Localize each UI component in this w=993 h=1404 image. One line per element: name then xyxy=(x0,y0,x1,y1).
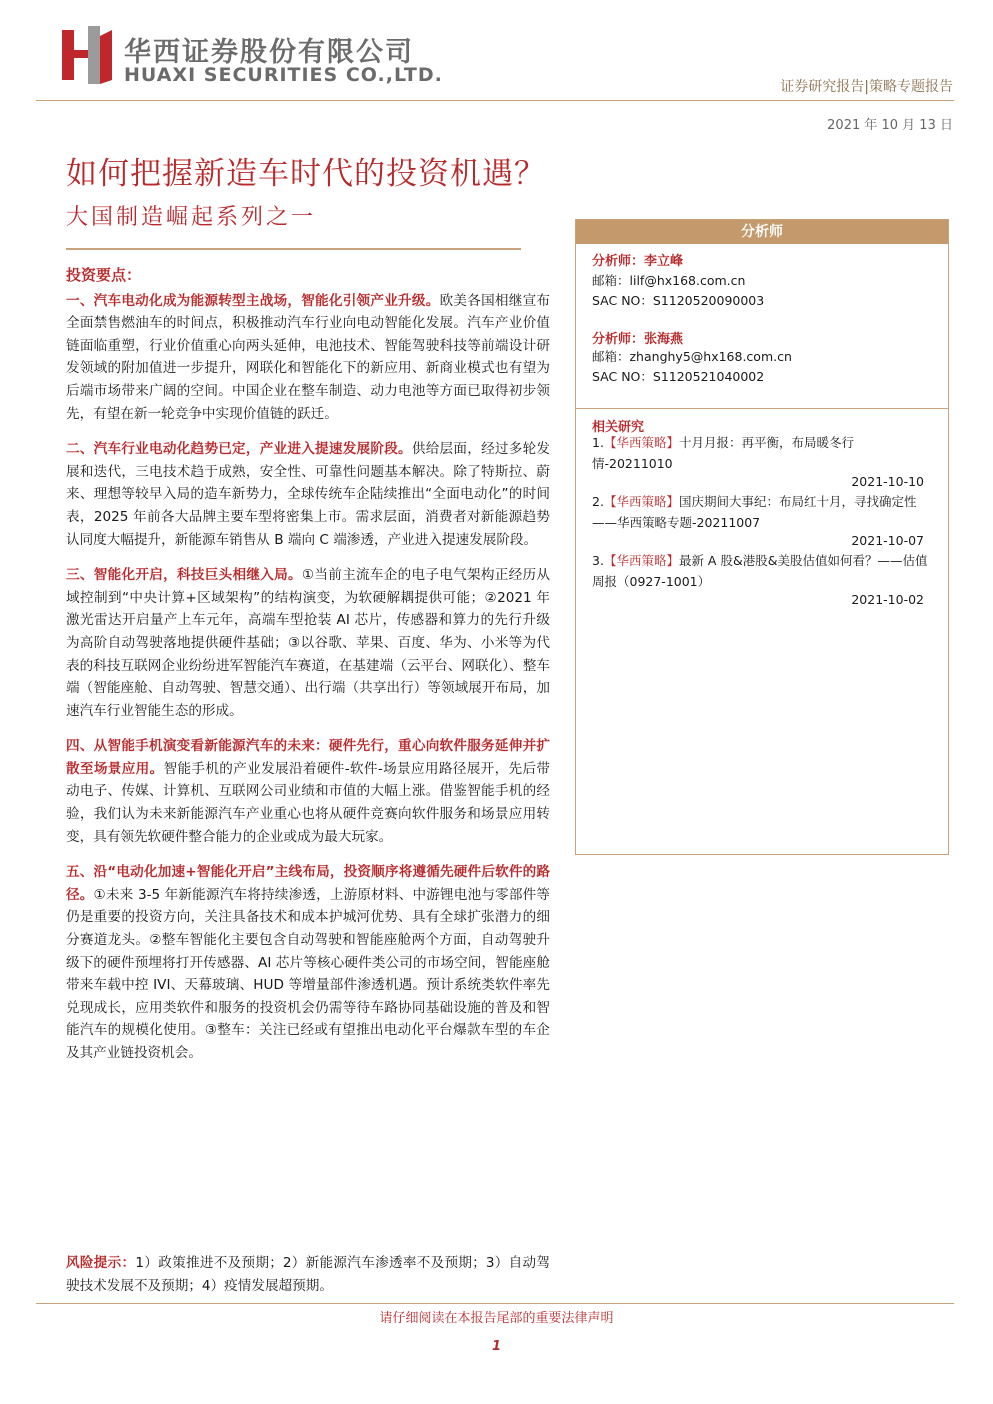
report-subtitle: 大国制造崛起系列之一 xyxy=(66,205,317,230)
paragraph-text: ①当前主流车企的电子电气架构正经历从域控制到“中央计算+区域架构”的结构演变，为软硬解耦提供可能；②2021 年激光雷达开启量产上车元年，高端车型抢装 AI 芯片，传感器和算力的先行升级为高阶自动驾驶落地提供硬件基础；③以谷歌、苹果、百度、华为、小米等为代表的科技互联网企业纷纷进军智能汽车赛道，在基建端（云平台、网联化）、整车端（智能座舱、自动驾驶、智慧交通）、出行端（共享出行）等领域展开布局，加速汽车行业智能生态的形成。 xyxy=(66,567,550,719)
related-research-heading: 相关研究 xyxy=(592,420,645,435)
related-item-tag: 【华西策略】 xyxy=(603,435,679,450)
header-divider xyxy=(36,100,954,101)
paragraph-highlight: 二、汽车行业电动化趋势已定，产业进入提速发展阶段。 xyxy=(66,441,412,458)
paragraph-text: 供给层面，经过多轮发展和迭代，三电技术趋于成熟，安全性、可靠性问题基本解决。除了特斯拉、蔚来、理想等较早入局的造车新势力，全球传统车企陆续推出“全面电动化”的时间表，2025 年前各大品牌主要车型将密集上市。需求层面，消费者对新能源趋势认同度大幅提升，新能源车销售从 B 端向 C 端渗透，产业进入提速发展阶段。 xyxy=(66,441,551,548)
huaxi-logo-icon xyxy=(62,26,112,84)
related-item[interactable] xyxy=(592,432,932,474)
paragraph-4 xyxy=(66,735,550,848)
related-item[interactable] xyxy=(592,491,932,533)
sidebar-divider xyxy=(576,408,948,409)
analyst-name: 分析师：张海燕 xyxy=(592,332,684,347)
paragraph-highlight: 一、汽车电动化成为能源转型主战场，智能化引领产业升级。 xyxy=(66,292,440,309)
paragraph-highlight: 三、智能化开启，科技巨头相继入局。 xyxy=(66,567,302,584)
related-item-tag: 【华西策略】 xyxy=(603,494,679,509)
legal-notice: 请仔细阅读在本报告尾部的重要法律声明 xyxy=(379,1311,614,1326)
related-item-number: 2. xyxy=(592,494,604,509)
analyst-email[interactable]: 邮箱：lilf@hx168.com.cn xyxy=(592,273,746,288)
paragraph-text: 欧美各国相继宣布全面禁售燃油车的时间点，积极推动汽车行业向电动智能化发展。汽车产业价值链面临重塑，行业价值重心向两头延伸，电池技术、智能驾驶科技等前端设计研发领域的附加值进一步提升，网联化和智能化下的新应用、新商业模式也有望为后端市场带来广阔的空间。中国企业在整车制造、动力电池等方面已取得初步领先，有望在新一轮竞争中实现价值链的跃迁。 xyxy=(66,292,551,422)
paragraph-text: ①未来 3-5 年新能源汽车将持续渗透，上游原材料、中游锂电池与零部件等仍是重要的投资方向，关注具备技术和成本护城河优势、具有全球扩张潜力的细分赛道龙头。②整车智能化主要包含自动驾驶和智能座舱两个方面，自动驾驶升级下的硬件预埋将打开传感器、AI 芯片等核心硬件类公司的市场空间，智能座舱带来车载中控 IVI、天幕玻璃、HUD 等增量部件渗透机遇。预计系统类软件率先兑现成长，应用类软件和服务的投资机会仍需等待车路协同基础设施的普及和智能汽车的规模化使用。③整车：关注已经或有望推出电动化平台爆款车型的车企及其产业链投资机会。 xyxy=(66,886,551,1061)
related-item-title: 十月月报：再平衡，布局暖冬行情-20211010 xyxy=(592,435,854,471)
related-item-date: 2021-10-02 xyxy=(851,592,924,607)
analyst-sac: SAC NO：S1120521040002 xyxy=(592,369,765,384)
company-name-cn: 华西证券股份有限公司 xyxy=(124,37,414,68)
sidebar-panel xyxy=(575,219,949,855)
analyst-header: 分析师 xyxy=(576,220,948,244)
related-item-number: 1. xyxy=(592,435,604,450)
analyst-email[interactable]: 邮箱：zhanghy5@hx168.com.cn xyxy=(592,349,792,364)
related-item-date: 2021-10-07 xyxy=(851,533,924,548)
title-divider xyxy=(66,248,521,250)
investment-highlights xyxy=(66,264,550,1078)
paragraph-5 xyxy=(66,861,550,1064)
report-title: 如何把握新造车时代的投资机遇？ xyxy=(66,156,546,192)
paragraph-highlight: 五、沿“电动化加速+智能化开启”主线布局，投资顺序将遵循先硬件后软件的路径。 xyxy=(66,864,550,903)
footer-divider xyxy=(36,1303,954,1304)
company-name-en: HUAXI SECURITIES CO.,LTD. xyxy=(124,64,443,86)
paragraph-3 xyxy=(66,564,550,722)
page-number: 1 xyxy=(491,1339,502,1354)
risk-text: 1）政策推进不及预期；2）新能源汽车渗透率不及预期；3）自动驾驶技术发展不及预期；4）疫情发展超预期。 xyxy=(66,1255,550,1294)
report-date: 2021 年 10 月 13 日 xyxy=(827,118,953,133)
related-item-title: 国庆期间大事纪：布局红十月，寻找确定性——华西策略专题-20211007 xyxy=(592,494,917,530)
related-item-date: 2021-10-10 xyxy=(851,474,924,489)
risk-warning xyxy=(66,1252,550,1297)
paragraph-2 xyxy=(66,438,550,551)
paragraph-highlight: 四、从智能手机演变看新能源汽车的未来：硬件先行，重心向软件服务延伸并扩散至场景应用。 xyxy=(66,738,550,777)
related-item-title: 最新 A 股&港股&美股估值如何看？——估值周报（0927-1001） xyxy=(592,553,928,589)
related-item-number: 3. xyxy=(592,553,604,568)
analyst-name: 分析师：李立峰 xyxy=(592,254,684,269)
analyst-sac: SAC NO：S1120520090003 xyxy=(592,293,765,308)
paragraph-text: 智能手机的产业发展沿着硬件-软件-场景应用路径展开，先后带动电子、传媒、计算机、互联网公司业绩和市值的大幅上涨。借鉴智能手机的经验，我们认为未来新能源汽车产业重心也将从硬件竞赛向软件服务和场景应用转变，具有领先软硬件整合能力的企业或成为最大玩家。 xyxy=(66,760,551,845)
report-type: 证券研究报告|策略专题报告 xyxy=(780,79,953,95)
risk-label: 风险提示： xyxy=(66,1255,136,1271)
section-heading: 投资要点： xyxy=(66,266,142,284)
related-item[interactable] xyxy=(592,550,932,592)
related-item-tag: 【华西策略】 xyxy=(603,553,679,568)
paragraph-1 xyxy=(66,290,550,426)
